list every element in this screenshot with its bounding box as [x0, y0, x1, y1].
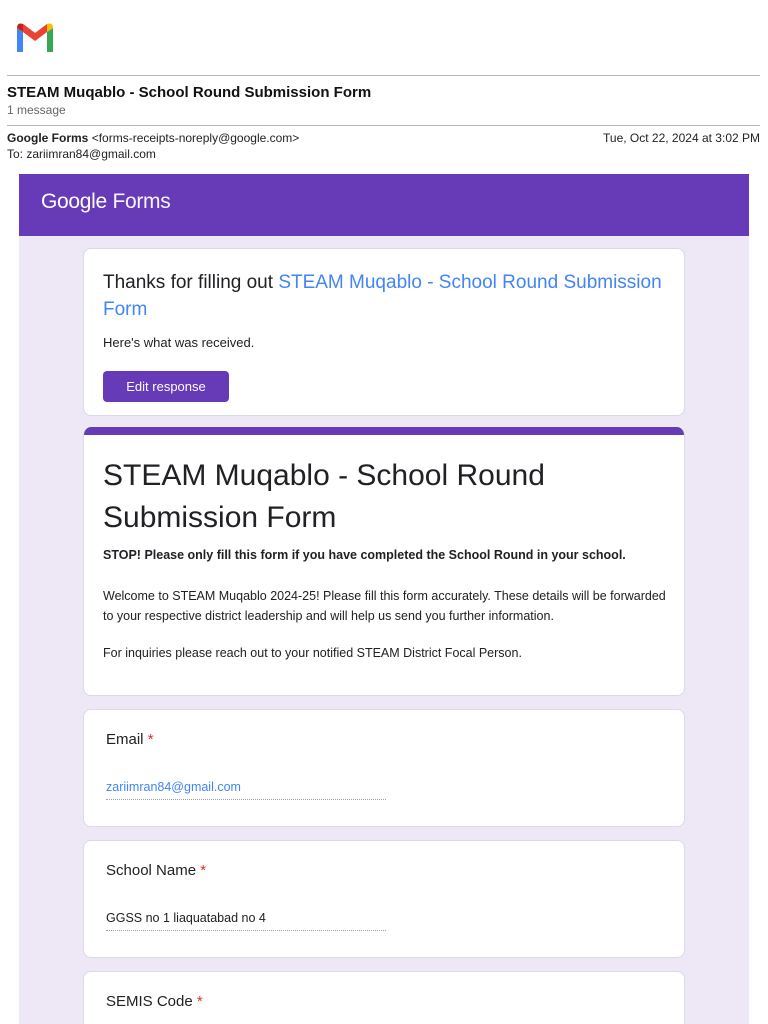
question-card-email: [83, 709, 685, 827]
stop-notice: STOP! Please only fill this form if you have completed the School Round in your school.: [103, 548, 626, 562]
email-subject: STEAM Muqablo - School Round Submission Form: [7, 84, 372, 101]
required-marker: *: [147, 731, 154, 748]
email-date: Tue, Oct 22, 2024 at 3:02 PM: [603, 131, 760, 145]
edit-response-button[interactable]: Edit response: [103, 371, 229, 402]
question-label: Email *: [106, 731, 154, 748]
welcome-text: Welcome to STEAM Muqablo 2024-25! Please fill this form accurately. These details will be forwarded to your respective district leadership and will help us send you further information.: [103, 589, 666, 623]
required-marker: *: [200, 862, 207, 879]
question-label: School Name *: [106, 862, 207, 879]
inquiry-text: For inquiries please reach out to your notified STEAM District Focal Person.: [103, 646, 522, 660]
google-forms-logo: Google Forms: [41, 190, 171, 213]
google-forms-header: [19, 174, 749, 236]
sender-address: <forms-receipts-noreply@google.com>: [91, 131, 300, 145]
divider: [7, 125, 760, 126]
gmail-logo-icon: [14, 20, 56, 54]
answer-email[interactable]: zariimran84@gmail.com: [106, 780, 386, 800]
message-count: 1 message: [7, 103, 66, 117]
divider: [7, 75, 760, 76]
title-accent-bar: [84, 427, 684, 435]
confirmation-card: [83, 248, 685, 416]
question-label: SEMIS Code *: [106, 993, 203, 1010]
form-link[interactable]: STEAM Muqablo - School Round Submission Form: [103, 272, 662, 320]
question-card-school-name: [83, 840, 685, 958]
required-marker: *: [196, 993, 203, 1010]
email-recipient: To: zariimran84@gmail.com: [7, 147, 156, 161]
form-title: STEAM Muqablo - School Round Submission Form: [103, 459, 545, 534]
confirmation-title: Thanks for filling out STEAM Muqablo - School Round Submission Form: [103, 272, 662, 320]
answer-school-name: GGSS no 1 liaquatabad no 4: [106, 911, 386, 931]
question-card-semis-code: [83, 971, 685, 1024]
sender-name: Google Forms: [7, 131, 89, 145]
form-title-card: [83, 427, 685, 696]
email-sender: [7, 131, 299, 145]
received-text: Here's what was received.: [103, 335, 255, 350]
